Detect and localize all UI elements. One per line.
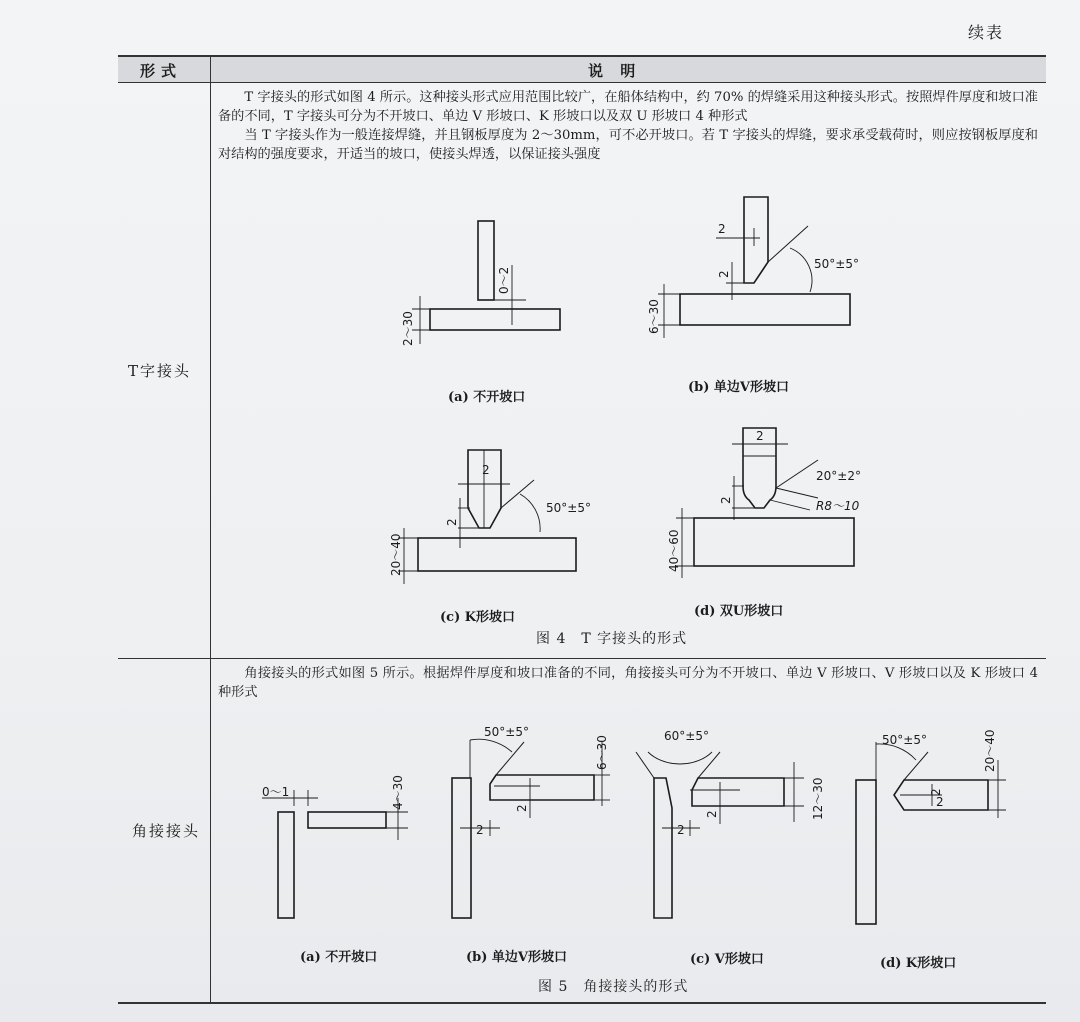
dim-label: 2 [719,496,733,504]
fig-5d-drawing [856,729,1006,924]
dim-label: 50°±5° [882,733,927,747]
fig-4b-drawing [647,197,859,338]
fig-5a-drawing [262,775,408,918]
dim-label: 0～2 [497,266,511,294]
dim-label: 2 [476,823,484,837]
header-description: 说 明 [588,62,642,80]
caption-4a: (a) 不开坡口 [448,390,526,405]
dim-label: 2 [929,788,943,796]
dim-label: 4～30 [391,775,405,810]
caption-5c: (c) V形坡口 [690,952,764,967]
dim-label: 2 [717,270,731,278]
dim-label: 2 [445,518,459,526]
header-form: 形式 [140,62,183,80]
dim-label: 50°±5° [814,257,859,271]
caption-4b: (b) 单边V形坡口 [688,380,790,395]
caption-5b: (b) 单边V形坡口 [466,950,568,965]
dim-label: 2 [705,810,719,818]
dim-label: 2～30 [401,311,415,346]
fig-4a-drawing [401,221,560,346]
fig-5c-drawing [636,729,825,918]
dim-label: R8～10 [816,499,860,513]
dim-label: 2 [515,804,529,812]
fig-4c-drawing [389,450,591,584]
figure-4-title: 图 4 T 字接头的形式 [536,631,688,647]
caption-4d: (d) 双U形坡口 [694,604,784,619]
caption-5d: (d) K形坡口 [880,956,957,971]
dim-label: 60°±5° [664,729,709,743]
dim-label: 0～1 [262,785,290,799]
dim-label: 6～30 [595,735,609,770]
dim-label: 2 [936,795,944,809]
caption-4c: (c) K形坡口 [440,610,516,625]
fig-5b-drawing [452,725,610,918]
paragraph: 当 T 字接头作为一般连接焊缝，并且钢板厚度为 2～30mm，可不必开坡口。若 T 字接头的焊缝，要求承受载荷时，则应按钢板厚度和对结构的强度要求，开适当的坡口，使接头焊透，以保证接头强度 [218,128,1038,162]
dim-label: 2 [756,429,764,443]
caption-5a: (a) 不开坡口 [300,950,378,965]
dim-label: 50°±5° [546,501,591,515]
dim-label: 2 [718,222,726,236]
paragraph: T 字接头的形式如图 4 所示。这种接头形式应用范围比较广，在船体结构中，约 70% 的焊缝采用这种接头形式。按照焊件厚度和坡口准备的不同，T 字接头可分为不开坡口、单边 V 形坡口、K 形坡口以及双 U 形坡口 4 种形式 [218,90,1038,124]
figure-5-title: 图 5 角接接头的形式 [538,979,689,995]
fig-4d-drawing [667,428,861,578]
dim-label: 2 [677,823,685,837]
dim-label: 40～60 [667,529,681,572]
dim-label: 20～40 [983,729,997,772]
dim-label: 6～30 [647,299,661,334]
dim-label: 2 [482,463,490,477]
dim-label: 50°±5° [484,725,529,739]
dim-label: 20～40 [389,533,403,576]
dim-label: 20°±2° [816,469,861,483]
continued-label: 续表 [968,23,1005,42]
dim-label: 12～30 [811,777,825,820]
row-label-t-joint: T字接头 [128,362,192,380]
paragraph: 角接接头的形式如图 5 所示。根据焊件厚度和坡口准备的不同，角接接头可分为不开坡口、单边 V 形坡口、V 形坡口以及 K 形坡口 4 种形式 [218,666,1038,700]
row-label-corner-joint: 角接接头 [132,822,201,840]
